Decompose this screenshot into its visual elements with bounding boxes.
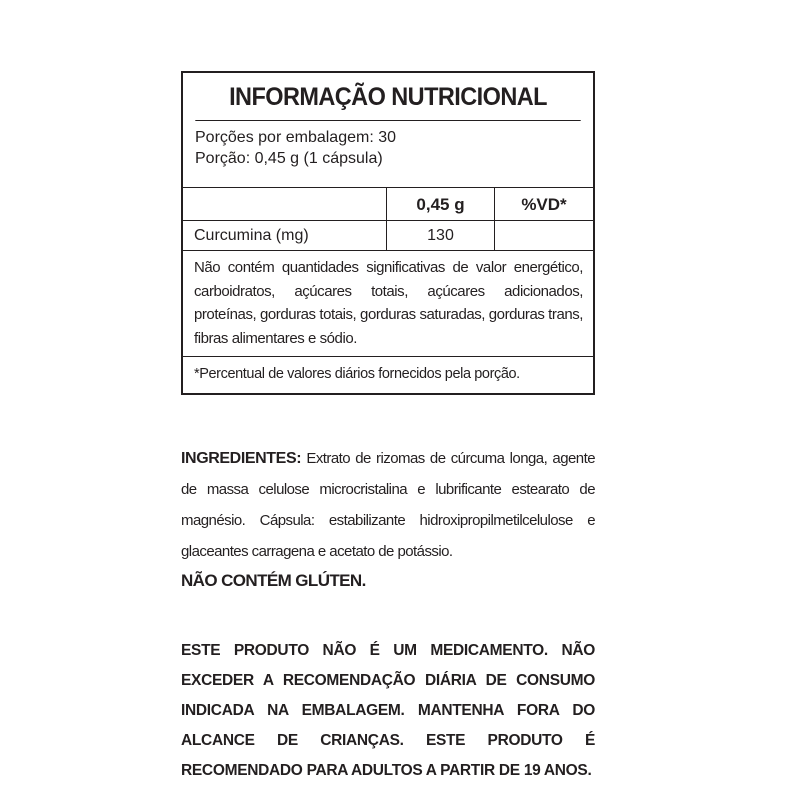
header-empty-cell xyxy=(183,188,387,220)
table-row xyxy=(183,221,593,251)
table-header-row xyxy=(183,188,593,221)
not-significant-note: Não contém quantidades significativas de valor energético, carboidratos, açúcares totais, açúcares adicionados, proteínas, gorduras totais, gorduras saturadas, gorduras trans, fibras alimentares e sódio. xyxy=(183,251,593,357)
gluten-notice: NÃO CONTÉM GLÚTEN. xyxy=(181,571,366,590)
nutrient-daily-value xyxy=(495,221,593,250)
header-daily-value: %VD* xyxy=(521,195,567,214)
portions-per-package: Porções por embalagem: 30 xyxy=(195,129,396,146)
header-amount: 0,45 g xyxy=(387,188,495,220)
nutrition-title: INFORMAÇÃO NUTRICIONAL xyxy=(195,73,580,121)
portion-size: Porção: 0,45 g (1 cápsula) xyxy=(195,150,383,167)
warning-text: ESTE PRODUTO NÃO É UM MEDICAMENTO. NÃO EXCEDER A RECOMENDAÇÃO DIÁRIA DE CONSUMO INDICADA NA EMBALAGEM. MANTENHA FORA DO ALCANCE DE CRIANÇAS. ESTE PRODUTO É RECOMENDADO PARA ADULTOS A PARTIR DE 19 ANOS. xyxy=(181,642,595,779)
nutrition-facts-table xyxy=(181,71,595,395)
table-footnote: *Percentual de valores diários fornecidos pela porção. xyxy=(194,366,520,382)
nutrient-amount: 130 xyxy=(387,221,495,250)
ingredients-label: INGREDIENTES: xyxy=(181,450,302,467)
nutrient-name: Curcumina (mg) xyxy=(183,221,387,250)
ingredients-block xyxy=(181,443,595,567)
ingredients-text: Extrato de rizomas de cúrcuma longa, agente de massa celulose microcristalina e lubrificante estearato de magnésio. Cápsula: estabilizante hidroxipropilmetilcelulose e glaceantes carragena e acetato de potássio. xyxy=(181,450,595,560)
portion-info xyxy=(183,121,593,188)
